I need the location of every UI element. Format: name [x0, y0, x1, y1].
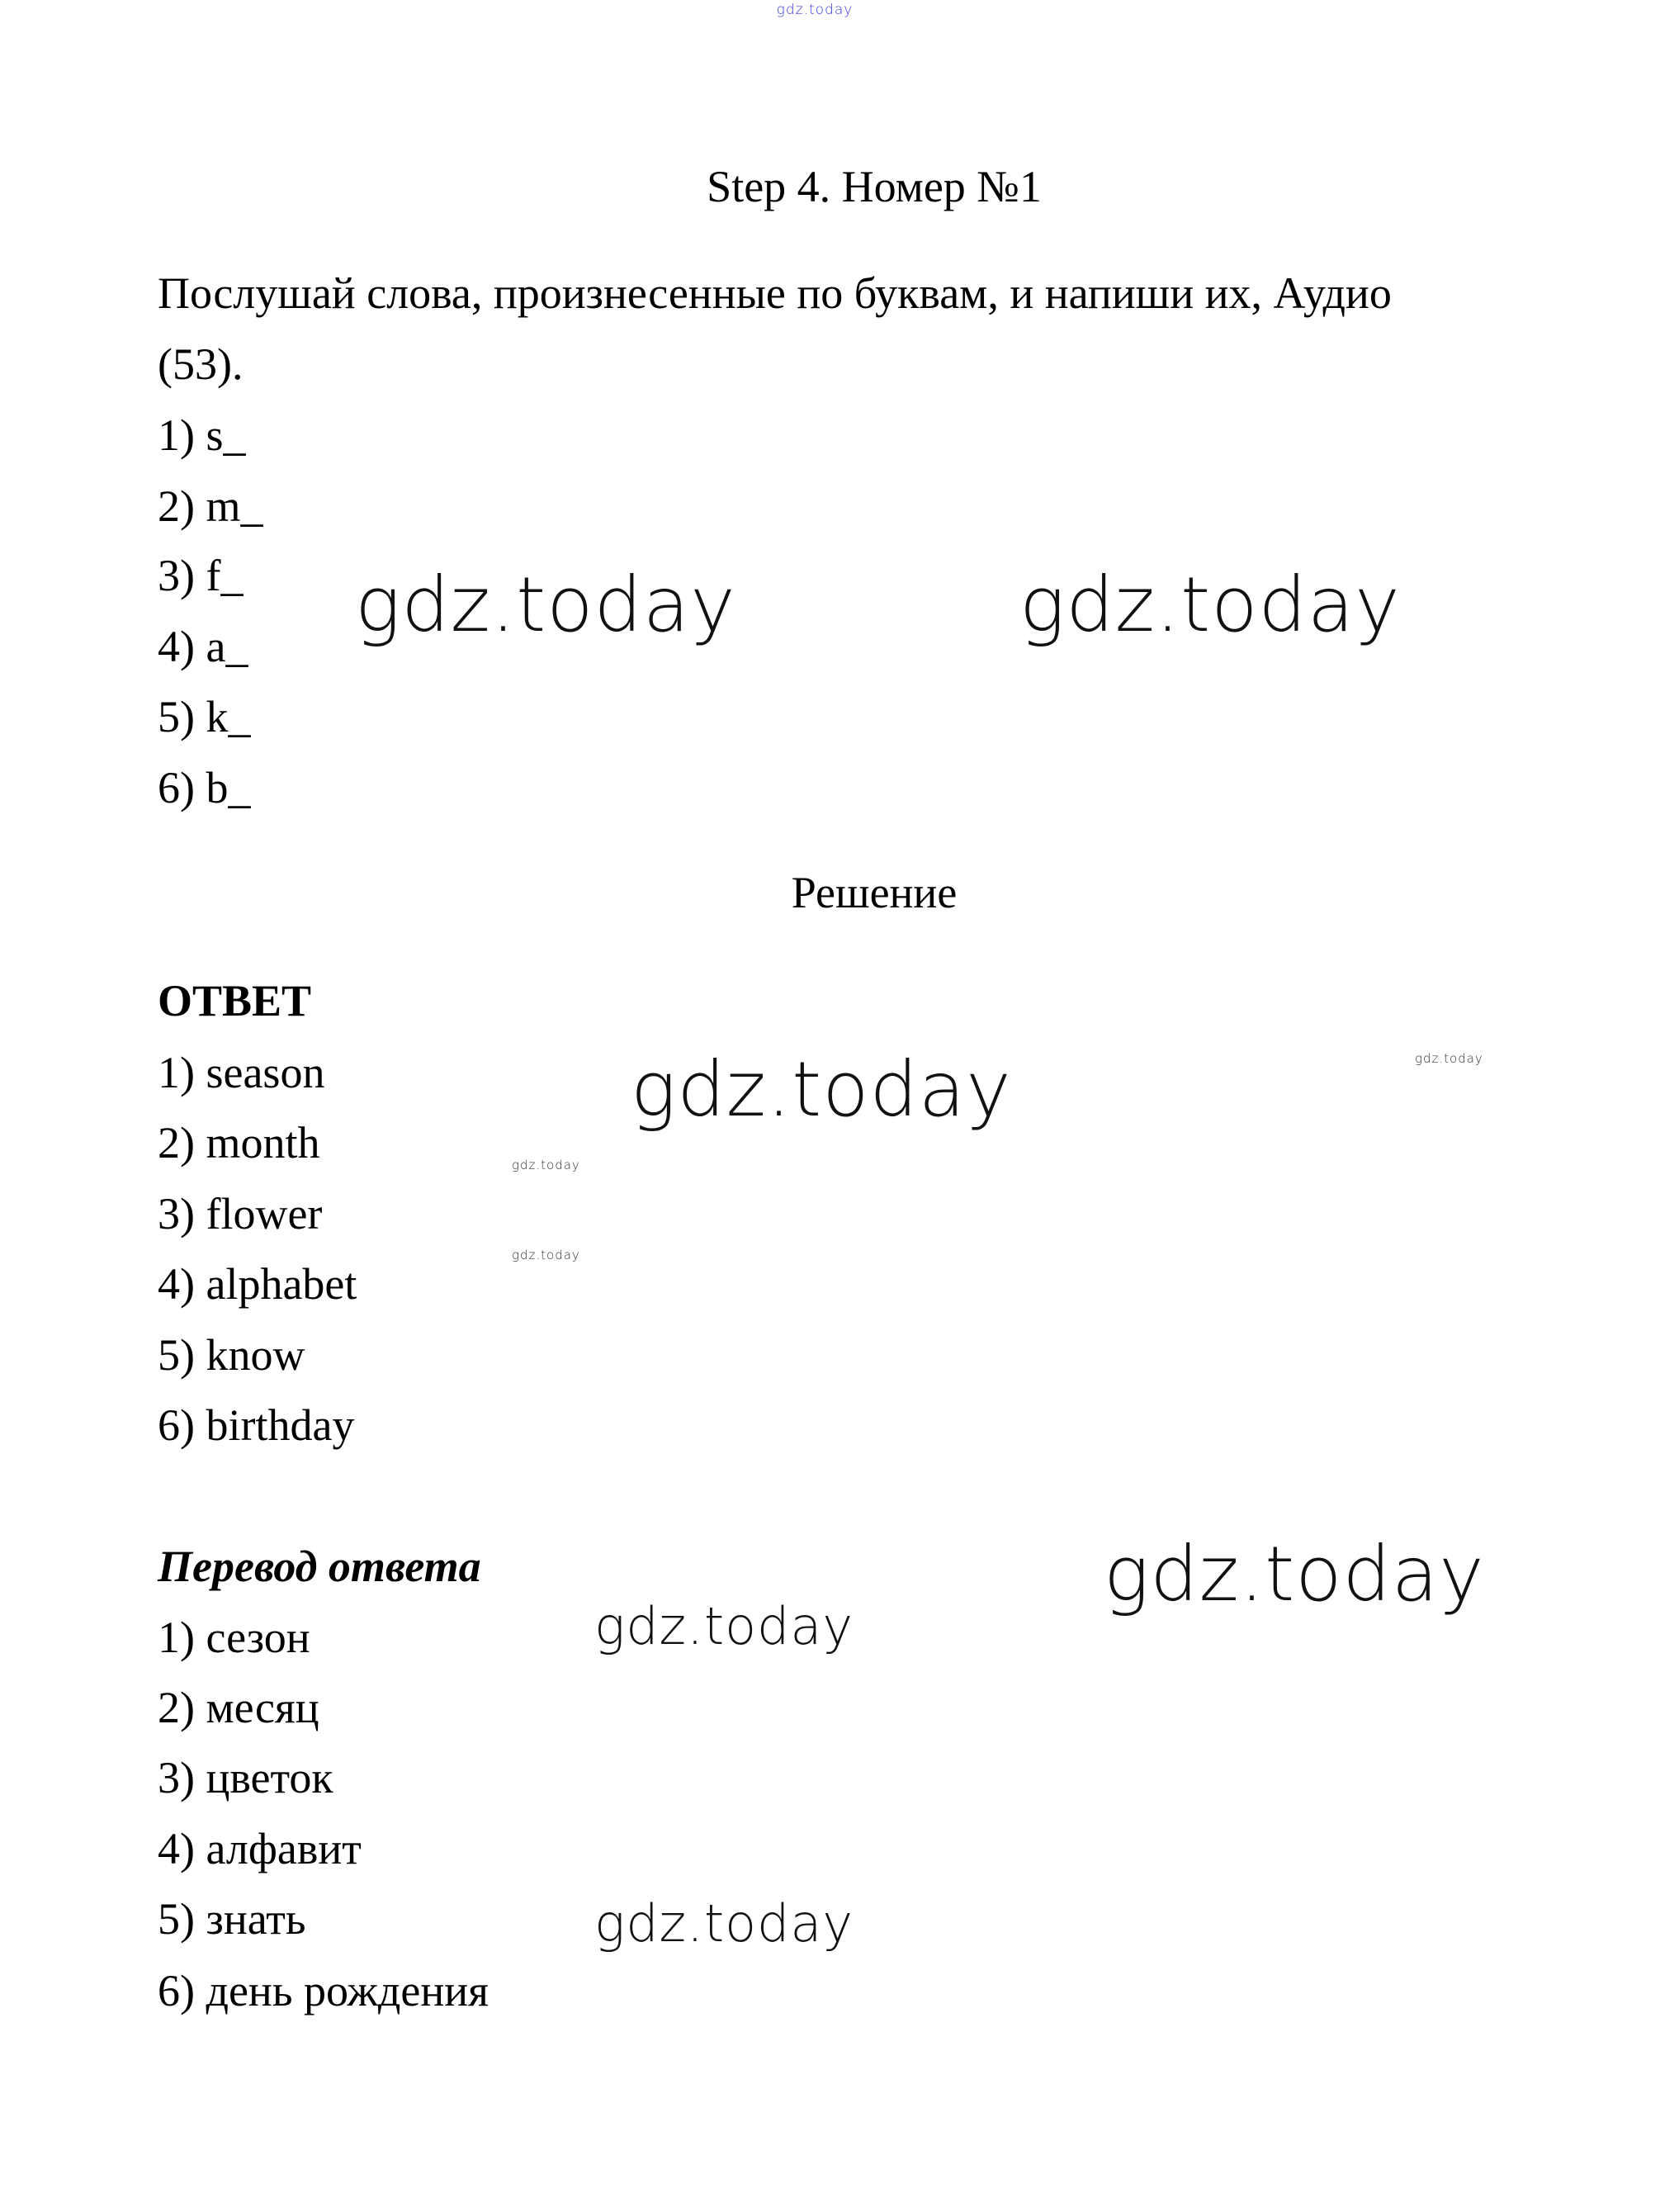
- watermark: gdz.today: [355, 561, 736, 649]
- translation-item: 1) сезон: [158, 1613, 310, 1662]
- task-item: 4) a_: [158, 622, 248, 671]
- answer-item: 5) know: [158, 1330, 305, 1380]
- page-title: Step 4. Номер №1: [707, 162, 1042, 211]
- answer-item: 4) alphabet: [158, 1259, 357, 1309]
- task-item: 6) b_: [158, 763, 251, 812]
- watermark: gdz.today: [631, 1045, 1012, 1134]
- translation-item: 6) день рождения: [158, 1966, 489, 2015]
- task-item: 1) s_: [158, 410, 246, 460]
- task-text-line1: Послушай слова, произнесенные по буквам, и напиши их, Аудио: [158, 268, 1392, 318]
- watermark: gdz.today: [1415, 1051, 1483, 1066]
- translation-item: 5) знать: [158, 1894, 306, 1944]
- translation-item: 3) цветок: [158, 1753, 333, 1802]
- answer-heading: ОТВЕТ: [158, 976, 312, 1025]
- answer-item: 2) month: [158, 1118, 320, 1168]
- answer-item: 6) birthday: [158, 1400, 355, 1450]
- translation-item: 2) месяц: [158, 1683, 319, 1732]
- solution-heading: Решение: [791, 868, 958, 917]
- translation-item: 4) алфавит: [158, 1824, 362, 1873]
- watermark: gdz.today: [512, 1248, 580, 1262]
- task-text-line2: (53).: [158, 339, 244, 389]
- answer-item: 1) season: [158, 1048, 325, 1097]
- task-item: 3) f_: [158, 551, 244, 600]
- watermark: gdz.today: [594, 1596, 854, 1656]
- translation-heading: Перевод ответа: [158, 1542, 481, 1591]
- watermark: gdz.today: [512, 1158, 580, 1172]
- task-item: 5) k_: [158, 692, 251, 741]
- task-item: 2) m_: [158, 481, 263, 531]
- answer-item: 3) flower: [158, 1189, 323, 1239]
- watermark-top: gdz.today: [776, 2, 854, 18]
- watermark: gdz.today: [594, 1893, 854, 1954]
- watermark: gdz.today: [1019, 561, 1401, 649]
- watermark: gdz.today: [1104, 1530, 1485, 1618]
